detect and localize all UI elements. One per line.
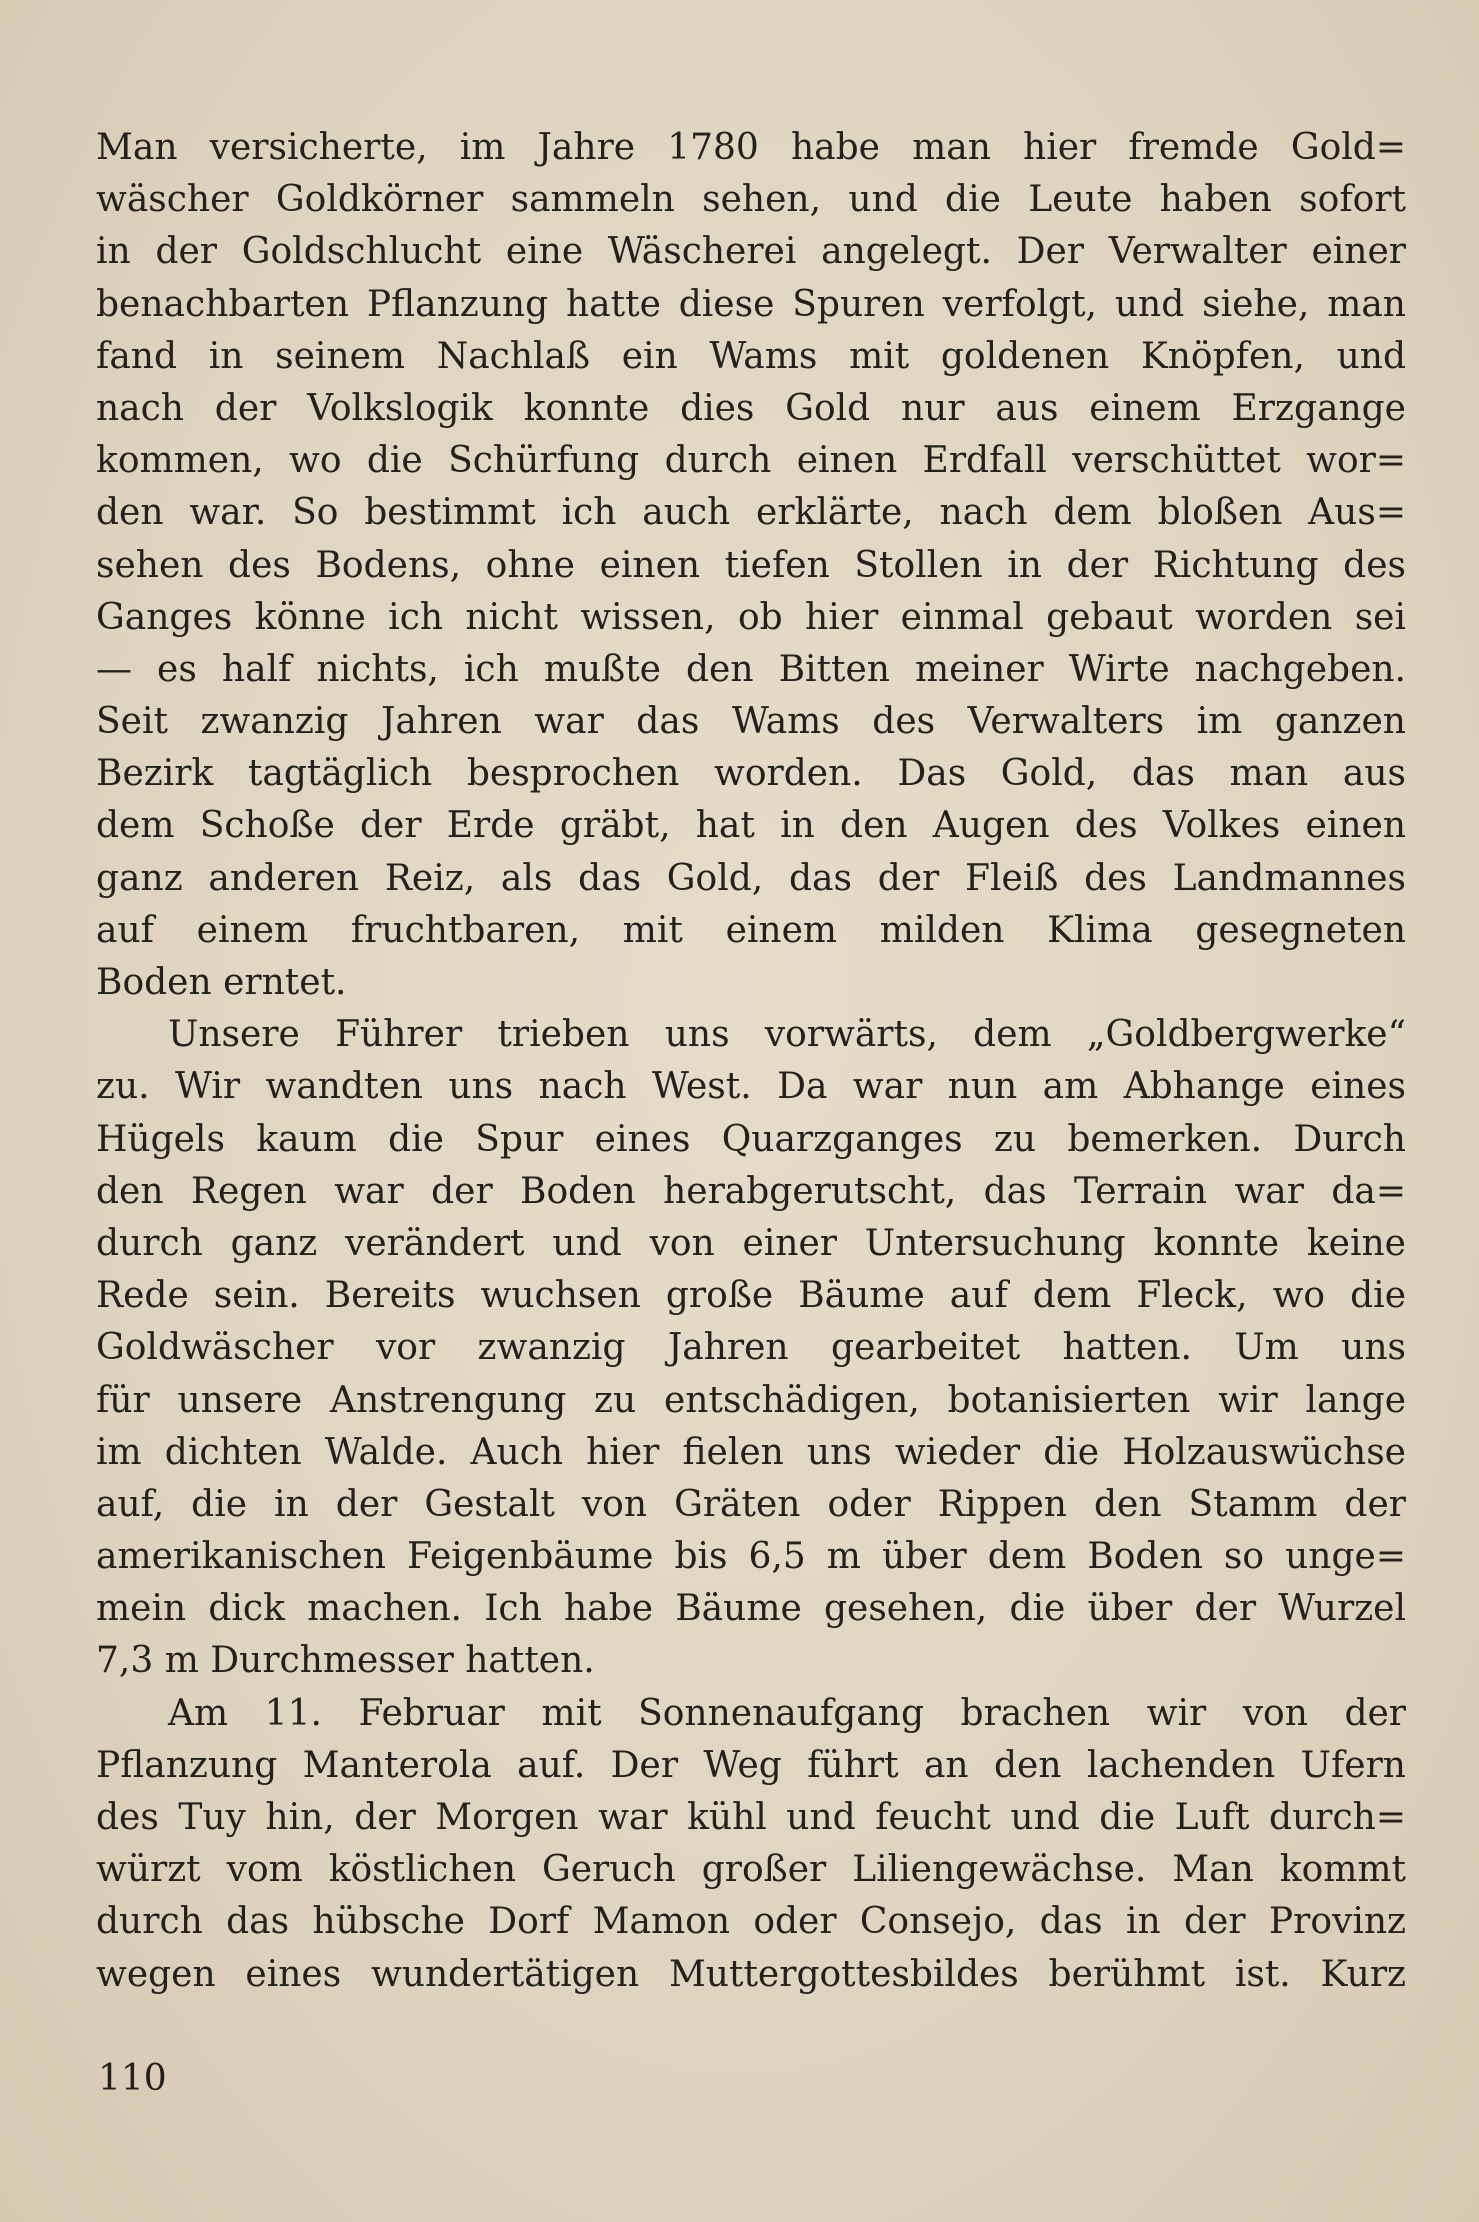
text-line: für unsere Anstrengung zu entschädigen, botanisierten wir lange — [96, 1379, 1406, 1421]
body-text — [96, 122, 1406, 2001]
text-line: — es half nichts, ich mußte den Bitten meiner Wirte nachgeben. — [96, 648, 1406, 690]
text-line: des Tuy hin, der Morgen war kühl und feucht und die Luft durch= — [96, 1797, 1406, 1838]
text-line: wegen eines wundertätigen Muttergottesbildes berühmt ist. Kurz — [96, 1953, 1406, 1995]
text-line: Am 11. Februar mit Sonnenaufgang brachen wir von der — [168, 1692, 1406, 1734]
text-line: nach der Volkslogik konnte dies Gold nur aus einem Erzgange — [96, 387, 1406, 429]
text-line: auf, die in der Gestalt von Gräten oder Rippen den Stamm der — [96, 1483, 1406, 1525]
text-line: in der Goldschlucht eine Wäscherei angelegt. Der Verwalter einer — [96, 231, 1406, 273]
text-line: ganz anderen Reiz, als das Gold, das der Fleiß des Landmannes — [96, 857, 1406, 899]
text-line: würzt vom köstlichen Geruch großer Liliengewächse. Man kommt — [96, 1849, 1406, 1891]
text-line: den Regen war der Boden herabgerutscht, das Terrain war da= — [96, 1170, 1406, 1212]
text-line: Ganges könne ich nicht wissen, ob hier einmal gebaut worden sei — [96, 596, 1406, 638]
text-line: Pflanzung Manterola auf. Der Weg führt an den lachenden Ufern — [96, 1744, 1406, 1786]
text-line: benachbarten Pflanzung hatte diese Spuren verfolgt, und siehe, man — [96, 283, 1406, 325]
text-line: Bezirk tagtäglich besprochen worden. Das Gold, das man aus — [96, 753, 1406, 795]
text-line: kommen, wo die Schürfung durch einen Erdfall verschüttet wor= — [96, 440, 1406, 482]
text-line: mein dick machen. Ich habe Bäume gesehen, die über der Wurzel — [96, 1588, 1406, 1630]
text-line: zu. Wir wandten uns nach West. Da war nun am Abhange eines — [96, 1066, 1406, 1108]
text-line: durch das hübsche Dorf Mamon oder Consejo, das in der Provinz — [96, 1901, 1406, 1943]
text-line: Rede sein. Bereits wuchsen große Bäume auf dem Fleck, wo die — [96, 1275, 1406, 1317]
text-line: sehen des Bodens, ohne einen tiefen Stollen in der Richtung des — [96, 544, 1406, 586]
text-line: Seit zwanzig Jahren war das Wams des Verwalters im ganzen — [96, 701, 1406, 743]
text-line: fand in seinem Nachlaß ein Wams mit goldenen Knöpfen, und — [96, 335, 1406, 377]
text-line: dem Schoße der Erde gräbt, hat in den Augen des Volkes einen — [96, 805, 1406, 847]
text-line: den war. So bestimmt ich auch erklärte, nach dem bloßen Aus= — [96, 492, 1406, 534]
text-line: Man versicherte, im Jahre 1780 habe man hier fremde Gold= — [96, 127, 1406, 168]
text-line: im dichten Walde. Auch hier fielen uns wieder die Holzauswüchse — [96, 1431, 1406, 1473]
text-line: Unsere Führer trieben uns vorwärts, dem „Goldbergwerke“ — [168, 1014, 1406, 1056]
page-number: 110 — [98, 2058, 167, 2099]
text-line: amerikanischen Feigenbäume bis 6,5 m über dem Boden so unge= — [96, 1536, 1406, 1578]
text-line: Goldwäscher vor zwanzig Jahren gearbeitet hatten. Um uns — [96, 1327, 1406, 1369]
text-line: auf einem fruchtbaren, mit einem milden Klima gesegneten — [96, 909, 1406, 951]
text-line: Boden erntet. — [96, 962, 347, 1003]
text-line: Hügels kaum die Spur eines Quarzganges zu bemerken. Durch — [96, 1118, 1406, 1160]
text-line: durch ganz verändert und von einer Untersuchung konnte keine — [96, 1222, 1406, 1264]
text-line: 7,3 m Durchmesser hatten. — [96, 1640, 595, 1682]
text-line: wäscher Goldkörner sammeln sehen, und die Leute haben sofort — [96, 179, 1406, 221]
